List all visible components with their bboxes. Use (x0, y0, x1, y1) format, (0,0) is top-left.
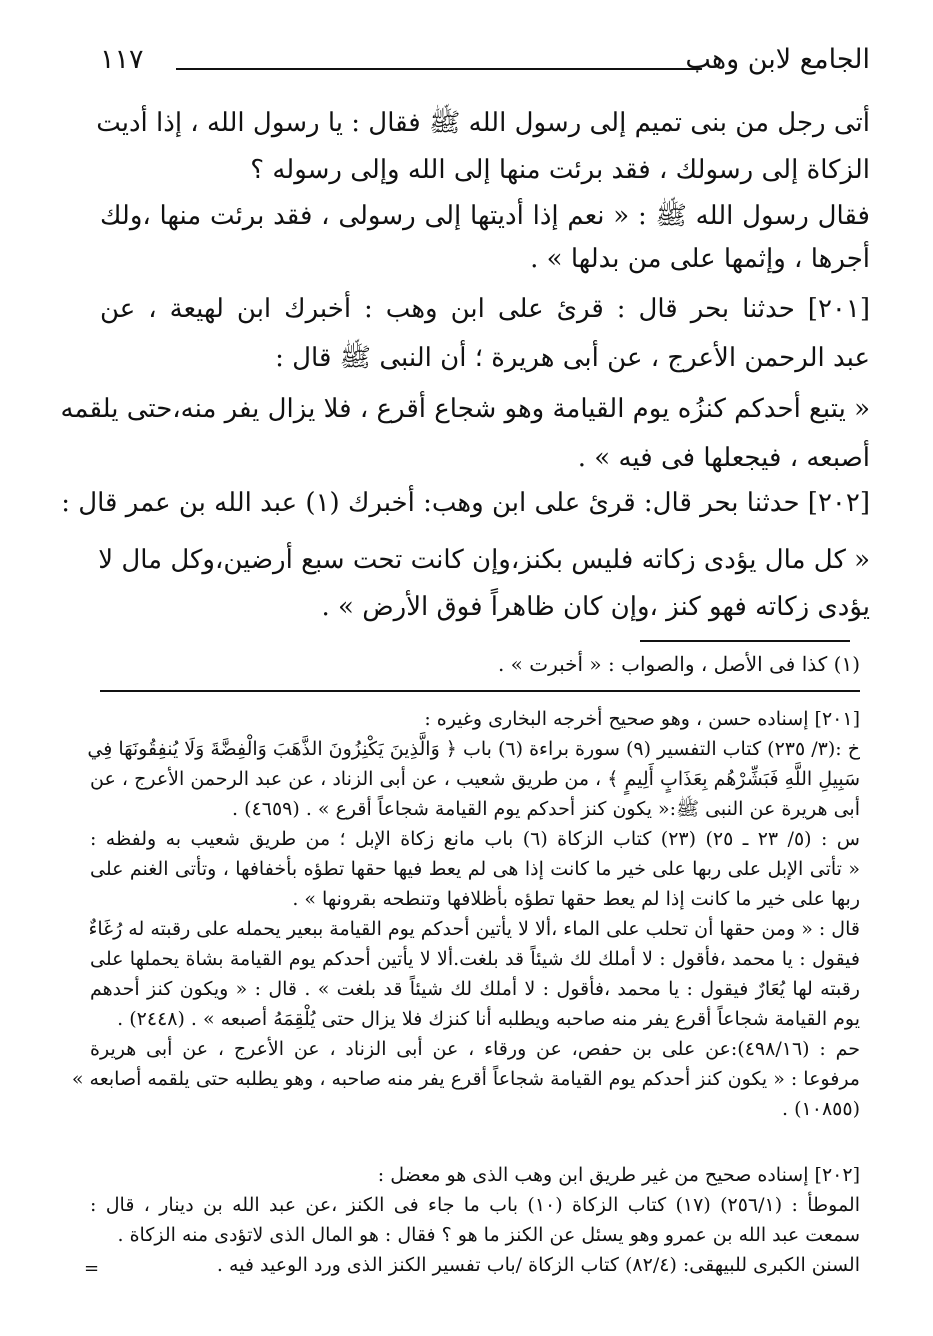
text-line: أصبعه ، فيجعلها فى فيه » . (577, 443, 870, 473)
note-line: فيقول : يا محمد ،فأقول : لا أملك لك شيئاً قد بلغت.ألا لا يأتين أحدكم يوم القيامة بشاة يحملها على (90, 948, 860, 970)
page-header (100, 44, 870, 94)
header-rule (176, 68, 702, 70)
hadith-202-heading: [٢٠٢] حدثنا بحر قال: قرئ على ابن وهب: أخبرك (١) عبد الله بن عمر قال : (61, 488, 870, 518)
text-line: « يتبع أحدكم كنزُه يوم القيامة وهو شجاع أقرع ، فلا يزال يفر منه،حتى يلقمه (60, 394, 870, 424)
note-line: مرفوعا : « يكون كنز أحدكم يوم القيامة شجاعاً أقرع يفر منه صاحبه ، وهو يطلبه حتى يلقمه أصابعه » (71, 1068, 860, 1090)
note-heading-201: [٢٠١] إسناده حسن ، وهو صحيح أخرجه البخارى وغيره : (424, 708, 860, 730)
note-line: سمعت عبد الله بن عمرو وهو يسئل عن الكنز ما هو ؟ فقال : هو المال الذى لاتؤدى منه الزكاة . (117, 1224, 860, 1246)
text-line: عبد الرحمن الأعرج ، عن أبى هريرة ؛ أن النبى ﷺ قال : (275, 343, 870, 373)
margin-mark: = (84, 1258, 100, 1279)
notes-block-201 (71, 704, 860, 1124)
footnote-separator (640, 640, 850, 642)
notes-rule (100, 690, 860, 692)
text-line: الزكاة إلى رسولك ، فقد برئت منها إلى الله وإلى رسوله ؟ (250, 155, 870, 185)
main-text (60, 102, 870, 628)
running-title: الجامع لابن وهب (685, 44, 870, 75)
note-line: رقبته لها يُعَارٌ فيقول : يا محمد ،فأقول : لا أملك لك شيئاً قد بلغت » . قال : « ويكون كنز أحدهم (90, 978, 860, 1000)
note-line: الموطأ : (٢٥٦/١) (١٧) كتاب الزكاة (١٠) باب ما جاء فى الكنز ،عن عبد الله بن دينار ، قال : (90, 1194, 861, 1216)
note-line: قال : « ومن حقها أن تحلب على الماء ،ألا لا يأتين أحدكم يوم القيامة ببعير يحمله على رقبته له رُغَاءٌ (88, 918, 860, 940)
note-line: السنن الكبرى للبيهقى: (٨٢/٤) كتاب الزكاة /باب تفسير الكنز الذى ورد الوعيد فيه . (216, 1254, 860, 1276)
note-line: « تأتى الإبل على ربها على خير ما كانت إذا هى لم يعط فيها حقها تطؤه بأخفافها ، وتأتى الغنم على (90, 858, 860, 880)
note-line: (١٠٨٥٥) . (782, 1098, 860, 1120)
note-line: خ :(٣/ ٢٣٥) كتاب التفسير (٩) سورة براءة (٦) باب ﴿ وَالَّذِينَ يَكْنِزُونَ الذَّهَبَ وَالْفِضَّةَ وَلَا يُنفِقُونَهَا فِي (87, 738, 860, 760)
note-line: ربها على خير ما كانت إذا لم يعط حقها تطؤه بأظلافها وتنطحه بقرونها » . (292, 888, 860, 910)
text-line: أتى رجل من بنى تميم إلى رسول الله ﷺ فقال : يا رسول الله ، إذا أديت (96, 108, 870, 138)
note-line: أبى هريرة عن النبى ﷺ:« يكون كنز أحدكم يوم القيامة شجاعاً أقرع » . (٤٦٥٩) . (232, 798, 860, 820)
note-line: يوم القيامة شجاعاً أقرع يفر منه صاحبه ويطلبه أنا كنزك فلا يزال حتى يُلْقِمَهُ أصبعه » . (٢٤٤٨) . (117, 1008, 860, 1030)
note-line: س : (٥/ ٢٣ ـ ٢٥) (٢٣) كتاب الزكاة (٦) باب مانع زكاة الإبل ؛ من طريق شعيب به ولفظه : (90, 828, 860, 850)
note-line: سَبِيلِ اللَّهِ فَبَشِّرْهُم بِعَذَابٍ أَلِيمٍ ﴾ ، من طريق شعيب ، عن أبى الزناد ، عن عبد الرحمن الأعرج ، عن (90, 768, 860, 790)
note-line: حم : (٤٩٨/١٦):عن على بن حفص، عن ورقاء ، عن أبى الزناد ، عن الأعرج ، عن أبى هريرة (90, 1038, 860, 1060)
note-heading-202: [٢٠٢] إسناده صحيح من غير طريق ابن وهب الذى هو معضل : (377, 1164, 860, 1186)
page-number: ١١٧ (100, 44, 144, 75)
text-line: « كل مال يؤدى زكاته فليس بكنز،وإن كانت تحت سبع أرضين،وكل مال لا (98, 545, 870, 575)
footnote: (١) كذا فى الأصل ، والصواب : « أخبرت » . (497, 652, 860, 676)
text-line: أجرها ، وإثمها على من بدلها » . (530, 244, 870, 274)
hadith-201-heading: [٢٠١] حدثنا بحر قال : قرئ على ابن وهب : أخبرك ابن لهيعة ، عن (100, 294, 870, 324)
text-line: فقال رسول الله ﷺ : « نعم إذا أديتها إلى رسولى ، فقد برئت منها ،ولك (100, 201, 870, 231)
notes-block-202 (90, 1160, 860, 1280)
text-line: يؤدى زكاته فهو كنز ،وإن كان ظاهراً فوق الأرض » . (321, 592, 870, 622)
